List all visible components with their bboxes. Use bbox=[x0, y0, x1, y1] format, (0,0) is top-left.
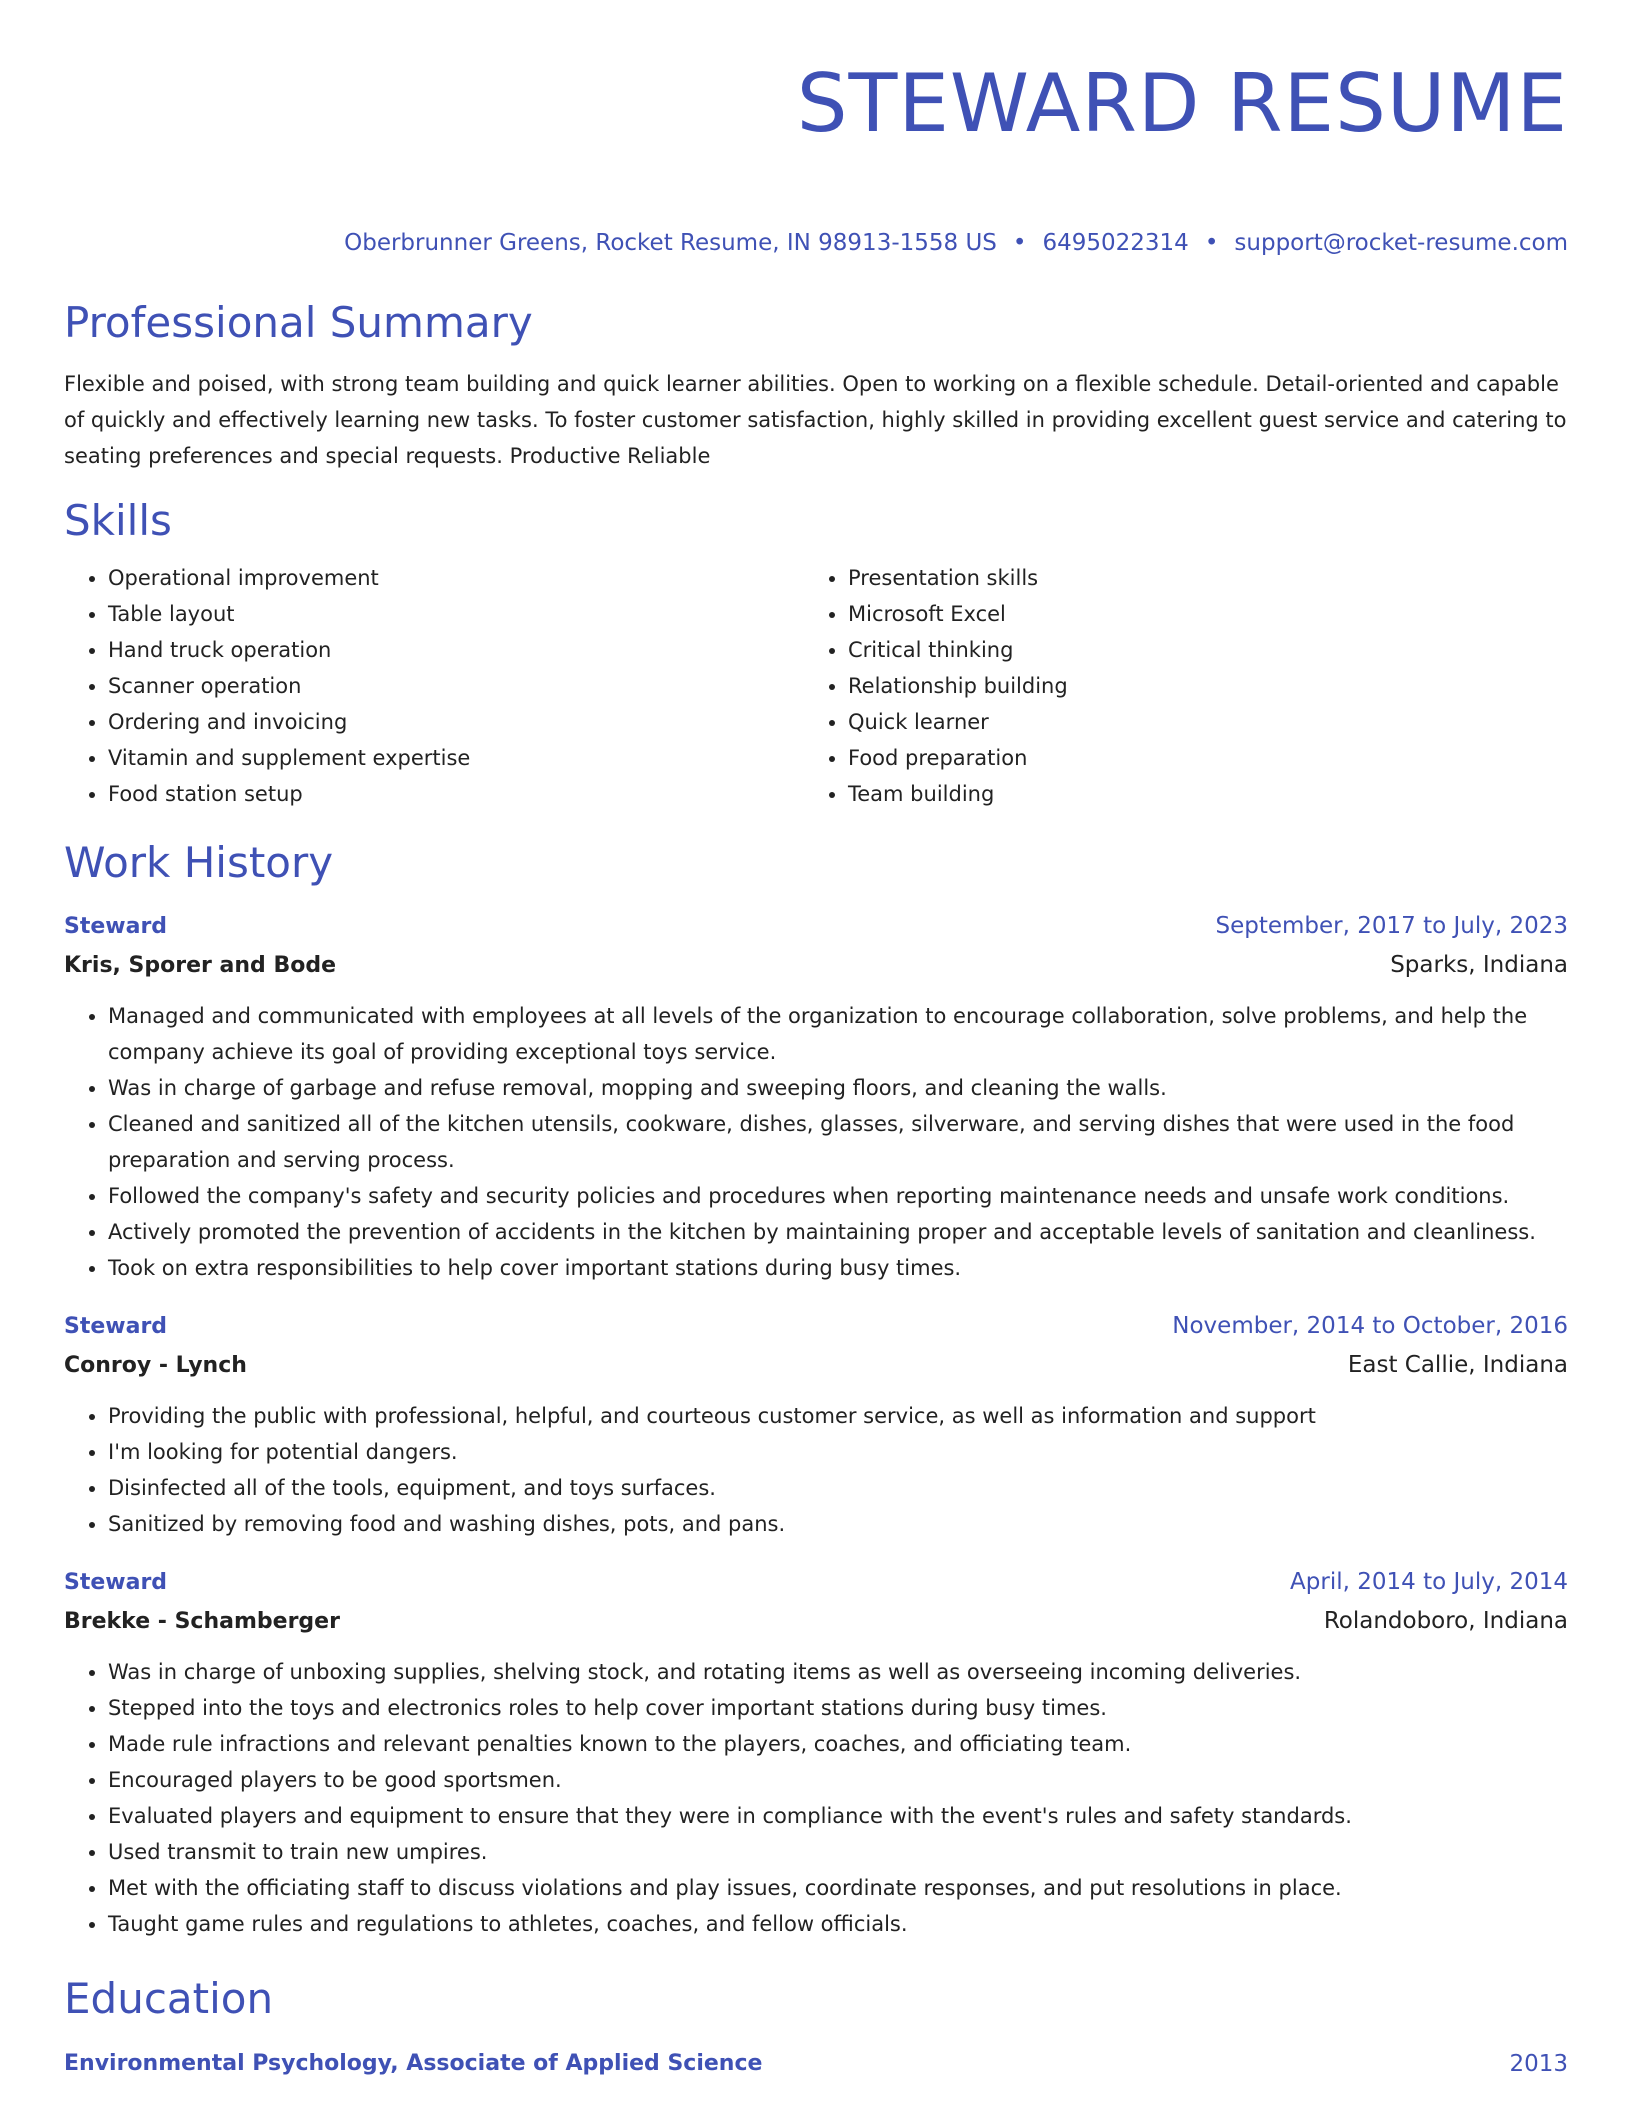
section-title-summary: Professional Summary bbox=[64, 298, 533, 347]
list-item: • Food station setup bbox=[108, 776, 804, 812]
list-item: • Disinfected all of the tools, equipment, and toys surfaces. bbox=[108, 1470, 1568, 1506]
list-item: • Evaluated players and equipment to ensure that they were in compliance with the event's rules and safety standards. bbox=[108, 1798, 1568, 1834]
list-item: • Was in charge of unboxing supplies, shelving stock, and rotating items as well as overseeing incoming deliveries. bbox=[108, 1654, 1568, 1690]
list-item: • Table layout bbox=[108, 596, 804, 632]
job-entry bbox=[64, 908, 1568, 1286]
candidate-name: STEWARD RESUME bbox=[796, 57, 1568, 150]
list-item: • Food preparation bbox=[848, 740, 1544, 776]
contact-line bbox=[64, 228, 1568, 258]
list-item: • Scanner operation bbox=[108, 668, 804, 704]
list-item: • Quick learner bbox=[848, 704, 1544, 740]
job-header-row bbox=[64, 1308, 1568, 1345]
job-company: Kris, Sporer and Bode bbox=[64, 953, 337, 978]
work-history-list bbox=[64, 908, 1568, 1942]
job-company: Brekke - Schamberger bbox=[64, 1609, 340, 1634]
job-entry bbox=[64, 1564, 1568, 1942]
job-entry bbox=[64, 1308, 1568, 1542]
contact-separator: • bbox=[1012, 230, 1027, 256]
job-header-row bbox=[64, 1564, 1568, 1601]
list-item: • Was in charge of garbage and refuse removal, mopping and sweeping floors, and cleaning the walls. bbox=[108, 1070, 1568, 1106]
list-item: • Operational improvement bbox=[108, 560, 804, 596]
list-item: • Followed the company's safety and security policies and procedures when reporting maintenance needs and unsafe work conditions. bbox=[108, 1178, 1568, 1214]
list-item: • Sanitized by removing food and washing dishes, pots, and pans. bbox=[108, 1506, 1568, 1542]
list-item: • Managed and communicated with employees at all levels of the organization to encourage collaboration, solve problems, and help the company achieve its goal of providing exceptional toys service. bbox=[108, 998, 1568, 1070]
list-item: • Encouraged players to be good sportsmen. bbox=[108, 1762, 1568, 1798]
skills-column-left bbox=[64, 560, 804, 812]
list-item: • Vitamin and supplement expertise bbox=[108, 740, 804, 776]
job-company-row bbox=[64, 945, 1568, 986]
job-dates: September, 2017 to July, 2023 bbox=[1215, 913, 1568, 939]
list-item: • Took on extra responsibilities to help cover important stations during busy times. bbox=[108, 1250, 1568, 1286]
skills-column-right bbox=[804, 560, 1544, 812]
section-title-education: Education bbox=[64, 1974, 274, 2023]
list-item: • I'm looking for potential dangers. bbox=[108, 1434, 1568, 1470]
job-title: Steward bbox=[64, 1570, 168, 1595]
job-bullets bbox=[64, 1398, 1568, 1542]
job-company-row bbox=[64, 1601, 1568, 1642]
education-entry bbox=[64, 2046, 1568, 2082]
section-title-work-history: Work History bbox=[64, 838, 334, 887]
job-location: East Callie, Indiana bbox=[1347, 1352, 1568, 1378]
job-title: Steward bbox=[64, 914, 168, 939]
list-item: • Ordering and invoicing bbox=[108, 704, 804, 740]
list-item: • Hand truck operation bbox=[108, 632, 804, 668]
job-company-row bbox=[64, 1345, 1568, 1386]
list-item: • Met with the officiating staff to discuss violations and play issues, coordinate responses, and put resolutions in place. bbox=[108, 1870, 1568, 1906]
contact-phone: 6495022314 bbox=[1042, 230, 1189, 256]
job-location: Rolandoboro, Indiana bbox=[1323, 1608, 1568, 1634]
contact-separator: • bbox=[1204, 230, 1219, 256]
summary-text: Flexible and poised, with strong team building and quick learner abilities. Open to working on a flexible schedule. Detail-oriented and capable of quickly and effectively learning new tasks. To foster customer satisfaction, highly skilled in providing excellent guest service and catering to seating preferences and special requests. Productive Reliable bbox=[64, 372, 1567, 468]
job-header-row bbox=[64, 908, 1568, 945]
list-item: • Relationship building bbox=[848, 668, 1544, 704]
list-item: • Actively promoted the prevention of accidents in the kitchen by maintaining proper and acceptable levels of sanitation and cleanliness. bbox=[108, 1214, 1568, 1250]
list-item: • Made rule infractions and relevant penalties known to the players, coaches, and officiating team. bbox=[108, 1726, 1568, 1762]
list-item: • Critical thinking bbox=[848, 632, 1544, 668]
job-dates: April, 2014 to July, 2014 bbox=[1290, 1569, 1568, 1595]
list-item: • Team building bbox=[848, 776, 1544, 812]
job-title: Steward bbox=[64, 1314, 168, 1339]
contact-address: Oberbrunner Greens, Rocket Resume, IN 98913-1558 US bbox=[344, 230, 997, 256]
job-location: Sparks, Indiana bbox=[1390, 952, 1568, 978]
job-dates: November, 2014 to October, 2016 bbox=[1172, 1313, 1568, 1339]
education-degree: Environmental Psychology, Associate of Applied Science bbox=[64, 2051, 763, 2076]
list-item: • Stepped into the toys and electronics roles to help cover important stations during busy times. bbox=[108, 1690, 1568, 1726]
list-item: • Taught game rules and regulations to athletes, coaches, and fellow officials. bbox=[108, 1906, 1568, 1942]
job-bullets bbox=[64, 1654, 1568, 1942]
job-company: Conroy - Lynch bbox=[64, 1353, 247, 1378]
list-item: • Microsoft Excel bbox=[848, 596, 1544, 632]
contact-email[interactable]: support@rocket-resume.com bbox=[1234, 230, 1568, 256]
list-item: • Presentation skills bbox=[848, 560, 1544, 596]
list-item: • Cleaned and sanitized all of the kitchen utensils, cookware, dishes, glasses, silverware, and serving dishes that were used in the food preparation and serving process. bbox=[108, 1106, 1568, 1178]
section-title-skills: Skills bbox=[64, 496, 172, 545]
job-bullets bbox=[64, 998, 1568, 1286]
list-item: • Used transmit to train new umpires. bbox=[108, 1834, 1568, 1870]
education-year: 2013 bbox=[1509, 2051, 1568, 2077]
list-item: • Providing the public with professional, helpful, and courteous customer service, as well as information and support bbox=[108, 1398, 1568, 1434]
skills-grid bbox=[64, 560, 1568, 812]
